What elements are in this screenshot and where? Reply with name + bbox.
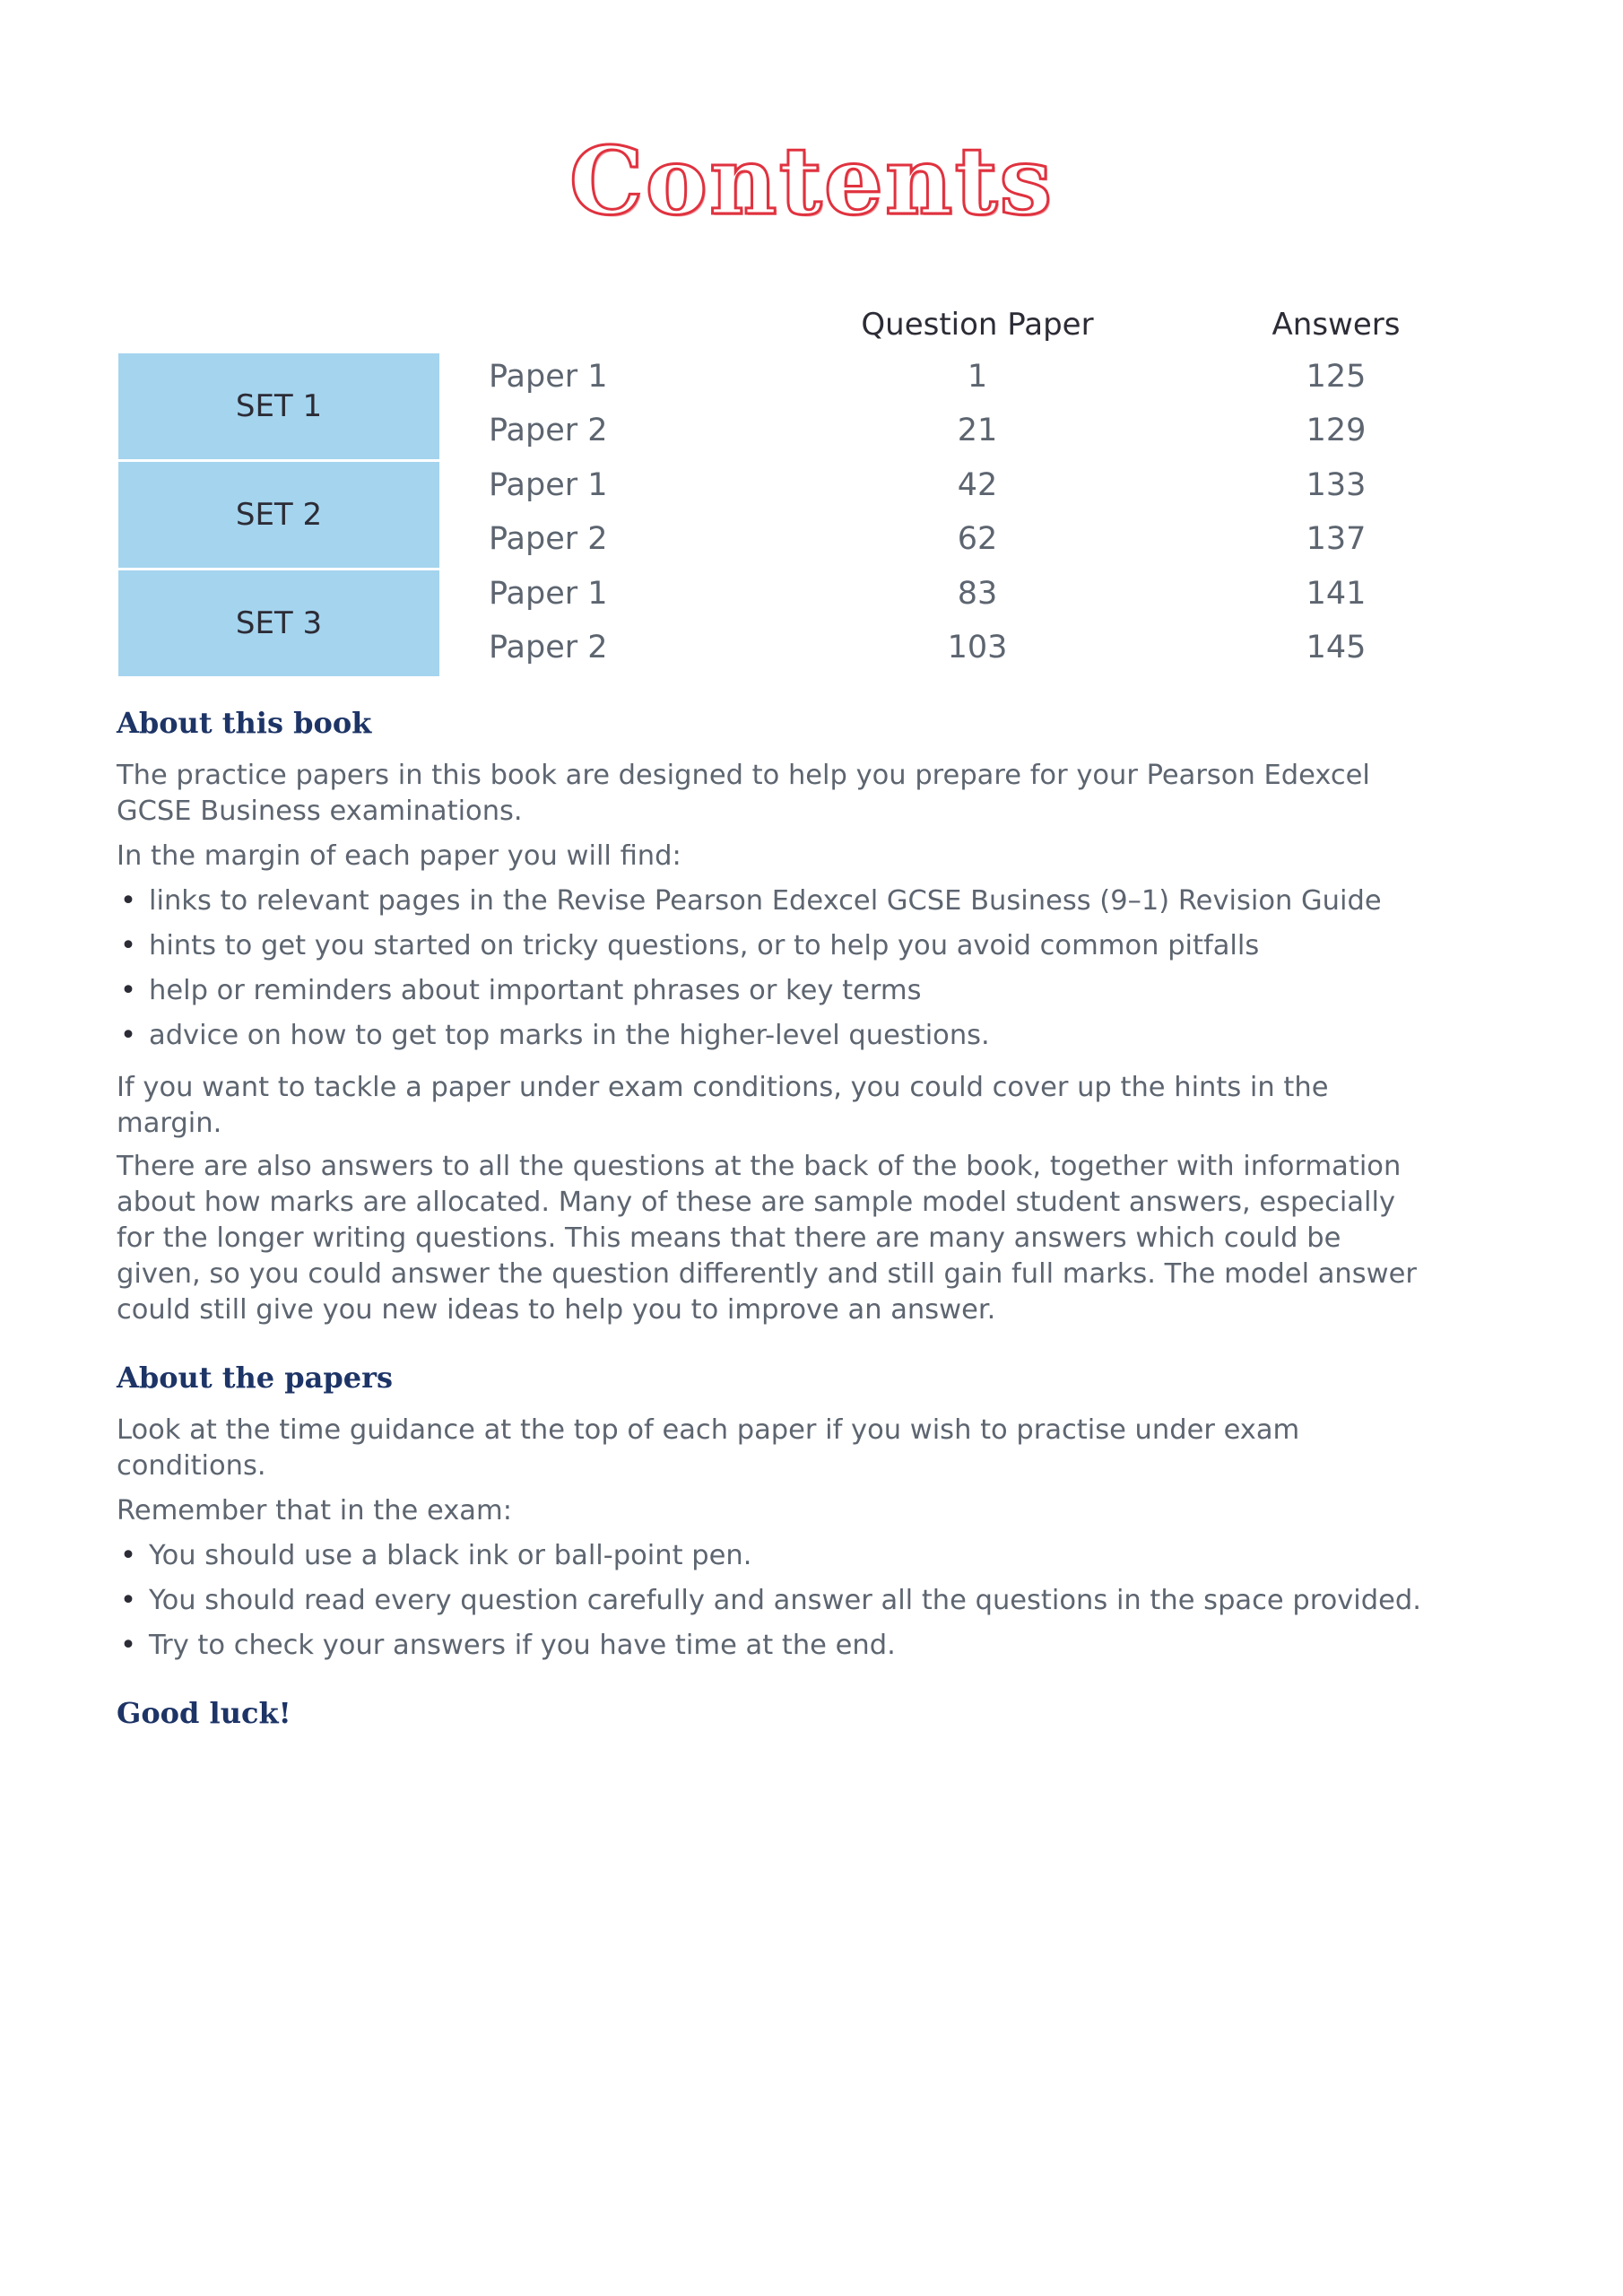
paper-name: Paper 2 [489,630,608,665]
body-content [117,706,1426,1730]
about-book-intro: The practice papers in this book are designed to help you prepare for your Pearson Edexcel GCSE Business examinations. [117,760,1370,827]
exam-rules-list [117,1538,1426,1664]
question-paper-page: 42 [957,467,998,503]
list-item-text: links to relevant pages in the Revise Pearson Edexcel GCSE Business (9–1) Revision Guide [149,885,1382,917]
list-item-text: hints to get you started on tricky questions, or to help you avoid common pitfalls [149,930,1260,961]
bullet-icon: • [120,885,136,917]
answers-info: There are also answers to all the questions at the back of the book, together with information about how marks are allocated. Many of these are sample model student answers, especially for the longer writing questions. This means that there are many answers which could be given, so you could answer the question differently and still gain full marks. The model answer could still give you new ideas to help you to improve an answer. [117,1151,1417,1326]
answers-page: 137 [1306,521,1367,557]
answers-page: 133 [1306,467,1367,503]
bullet-icon: • [120,1585,136,1616]
table-row [0,413,1623,466]
question-paper-page: 21 [957,413,998,448]
paper-name: Paper 2 [489,413,608,448]
bullet-icon: • [120,1630,136,1661]
question-paper-page: 1 [967,359,988,395]
question-paper-header: Question Paper [861,307,1094,343]
paper-name: Paper 1 [489,359,608,395]
answers-page: 141 [1306,576,1367,612]
list-item-text: You should read every question carefully and answer all the questions in the space provided. [149,1585,1421,1616]
table-row [0,467,1623,521]
list-item [117,1583,1426,1619]
bullet-icon: • [120,1020,136,1051]
margin-list [117,883,1426,1054]
list-item-text: help or reminders about important phrases or key terms [149,975,922,1006]
answers-header: Answers [1271,307,1401,343]
answers-page: 125 [1306,359,1367,395]
time-guidance: Look at the time guidance at the top of each paper if you wish to practise under exam conditions. [117,1414,1300,1482]
set-2-label: SET 2 [118,462,439,568]
paper-name: Paper 1 [489,576,608,612]
list-item-text: You should use a black ink or ball-point pen. [149,1540,752,1571]
bullet-icon: • [120,975,136,1006]
bullet-icon: • [120,1540,136,1571]
set-1-label: SET 1 [118,353,439,459]
table-row [0,630,1623,683]
margin-intro: In the margin of each paper you will find: [117,840,681,872]
question-paper-page: 83 [957,576,998,612]
list-item [117,1628,1426,1664]
paper-name: Paper 1 [489,467,608,503]
bullet-icon: • [120,930,136,961]
exam-tip: If you want to tackle a paper under exam conditions, you could cover up the hints in the margin. [117,1072,1329,1139]
question-paper-page: 103 [947,630,1008,665]
list-item [117,1018,1426,1054]
list-item [117,928,1426,964]
table-row [0,521,1623,575]
set-3-label: SET 3 [118,570,439,676]
list-item [117,973,1426,1009]
answers-page: 129 [1306,413,1367,448]
closing-text: Good luck! [117,1696,291,1730]
about-book-heading: About this book [117,706,372,740]
table-row [0,359,1623,413]
list-item [117,1538,1426,1574]
page-title: Contents [568,126,1055,236]
remember-text: Remember that in the exam: [117,1495,512,1526]
question-paper-page: 62 [957,521,998,557]
about-papers-heading: About the papers [117,1361,393,1395]
answers-page: 145 [1306,630,1367,665]
list-item-text: Try to check your answers if you have time at the end. [149,1630,896,1661]
paper-name: Paper 2 [489,521,608,557]
table-row [0,576,1623,630]
list-item-text: advice on how to get top marks in the higher-level questions. [149,1020,990,1051]
list-item [117,883,1426,919]
